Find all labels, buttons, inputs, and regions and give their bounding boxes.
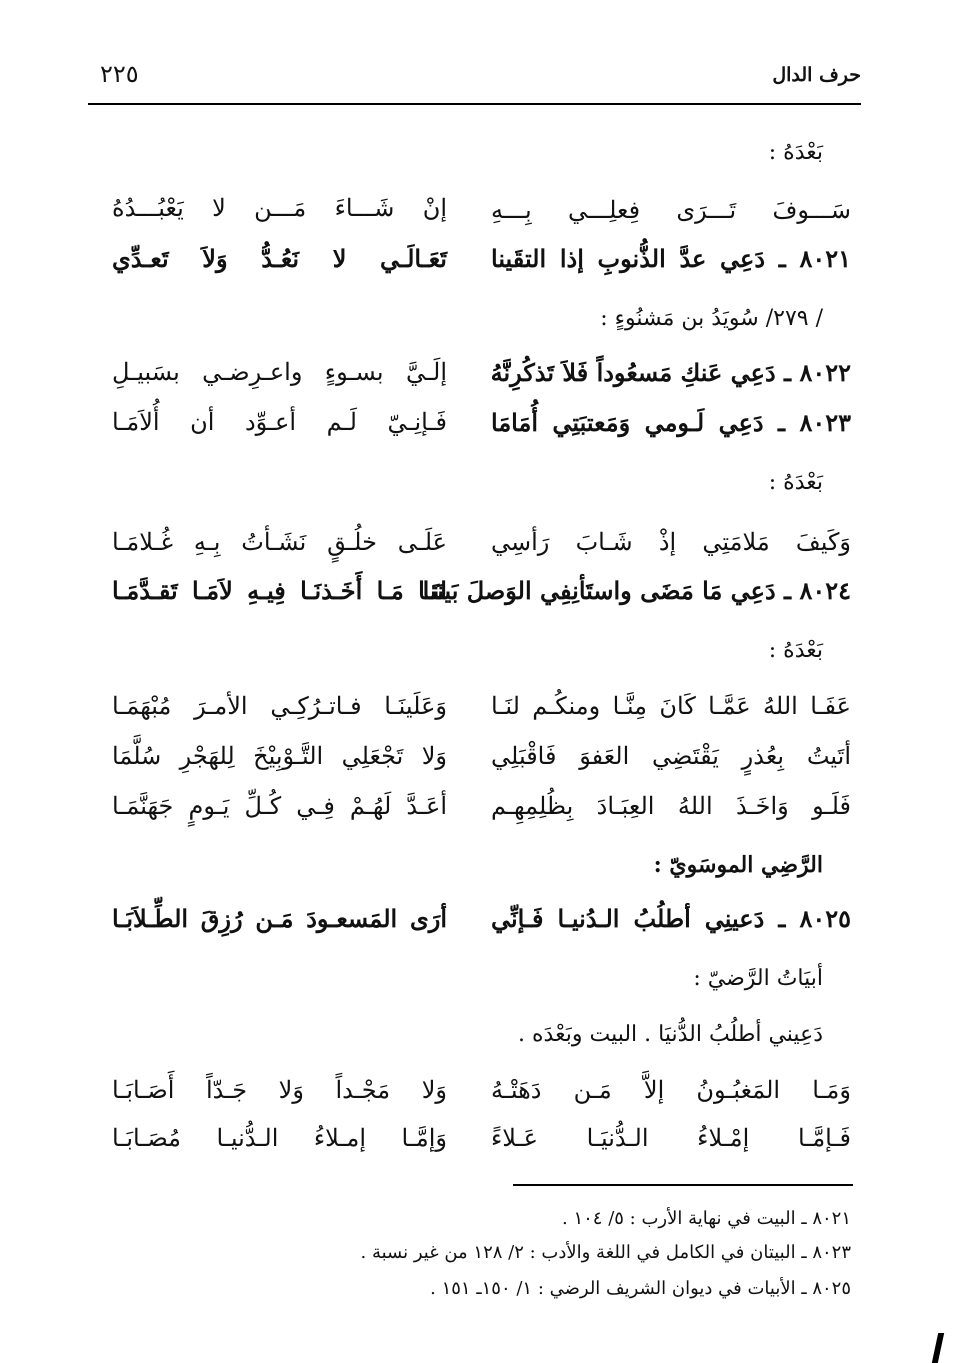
label-after: بَعْدَهُ :: [768, 140, 823, 165]
verse-second-hemistich: وَإمَّـا إمـلاءُ الـدُّنيـا مُصَـابَـا: [112, 1124, 447, 1152]
label-poet: الرَّضِي الموسَويّ :: [653, 852, 823, 878]
footnote: ٨٠٢٥ ـ الأبيات في ديوان الشريف الرضي : ١/ ١٥٠ـ ١٥١ .: [430, 1278, 851, 1299]
verse-8024-second: لنَـا مَـا أَخَـذنَـا فِيـهِ لاَمَـا تَقـدَّمَـا: [112, 576, 447, 605]
verse-first-hemistich: وَمَـا المَغبُـونُ إلاَّ مَـن دَهَتْـهُ: [491, 1076, 851, 1104]
verse-first-hemistich: أتَيتُ بِعُذرٍ يَقْتَضِي العَفوَ فَاقْبَلِي: [491, 742, 851, 770]
label-poet: / ٢٧٩/ سُويَدُ بن مَشنُوءٍ :: [600, 306, 823, 331]
verse-first-hemistich: فَـإمَّـا إمْـلاءُ الـدُّنيَـا عَـلاءً: [491, 1124, 851, 1152]
footnote: ٨٠٢١ ـ البيت في نهاية الأرب : ٥/ ١٠٤ .: [562, 1208, 851, 1229]
scan-edge-mark: [932, 1333, 944, 1363]
verse-8023-first: ٨٠٢٣ ـ دَعِي لَـومي وَمَعتبَتِي أُمَامَا: [491, 408, 851, 437]
footnote: ٨٠٢٣ ـ البيتان في الكامل في اللغة والأدب : ٢/ ١٢٨ من غير نسبة .: [360, 1242, 851, 1263]
verse-8021-second: تَعَـالَـي لا نَعُـدُّ وَلاَ تَعـدِّي: [112, 244, 447, 273]
verse-second-hemistich: إنْ شَـــاءَ مَـــن لا يَعْبُـــدُهُ: [112, 194, 447, 222]
verse-8025-second: أرَى المَسعـودَ مَـن رُزِقَ الطِّـلاَبَـا: [112, 904, 447, 933]
section-title: حرف الدال: [772, 64, 861, 86]
verse-8022-first: ٨٠٢٢ ـ دَعِي عَنكِ مَسعُوداً فَلاَ تَذكُرِنَّهُ: [490, 358, 851, 387]
verse-first-hemistich: عَفَـا اللهُ عَمَّـا كَانَ مِنَّـا ومنكُـم لنَـا: [491, 692, 851, 720]
header-divider: [88, 103, 861, 105]
verse-second-hemistich: وَلا مَجْـداً وَلا جَـدّاً أَصَـابَـا: [112, 1076, 447, 1104]
verse-first-hemistich: فَلَـو وَاخَـذَ اللهُ العِبَـادَ بِظُلِمِهِـم: [491, 792, 851, 820]
label-after: بَعْدَهُ :: [768, 638, 823, 663]
page-number: ٢٢٥: [100, 60, 139, 88]
verse-8022-second: إلَـيَّ بسـوءٍ واعـرِضـي بسَبيـلِ: [112, 358, 447, 386]
verse-second-hemistich: عَلَـى خلُـقٍ نَشَـأتُ بِـهِ غُـلامَـا: [112, 528, 447, 556]
label-verses: أبيَاتُ الرَّضيّ :: [693, 966, 823, 991]
verse-8021-first: ٨٠٢١ ـ دَعِي عدَّ الذُّنوبِ إذا التقَينا: [491, 244, 851, 273]
verse-8023-second: فَـإنِـيّ لَـم أعـوِّد أن أُلاَمَـا: [112, 408, 447, 436]
verse-second-hemistich: أعَـدَّ لَهُـمْ فِـي كُـلِّ يَـومٍ جَهَنَّمَـا: [112, 792, 447, 820]
verse-8024-first: ٨٠٢٤ ـ دَعِي مَا مَضَى واستَأنِفِي الوَصلَ بَينَنا: [422, 576, 851, 605]
footnote-divider: [513, 1184, 853, 1186]
verse-8025-first: ٨٠٢٥ ـ دَعينِي أطلُبُ الـدُنيـا فَـإنِّي: [491, 904, 851, 933]
label-after: بَعْدَهُ :: [768, 470, 823, 495]
label-reference: دَعِيني أطلُبُ الدُّنيَا . البيت وبَعْدَه .: [518, 1022, 823, 1047]
verse-first-hemistich: وَكَيفَ مَلامَتِي إذْ شَـابَ رَأسِي: [491, 528, 851, 556]
verse-second-hemistich: وَلا تَجْعَلِي التَّـوْبِيْخَ لِلهَجْرِ سُلَّمَا: [112, 742, 447, 770]
verse-second-hemistich: وَعَلَينَـا فـاتـرُكِـي الأمـرَ مُبْهَمَـا: [112, 692, 447, 720]
verse-first-hemistich: سَـــوفَ تَـــرَى فِعلِـــي بِـــهِ: [491, 196, 851, 224]
